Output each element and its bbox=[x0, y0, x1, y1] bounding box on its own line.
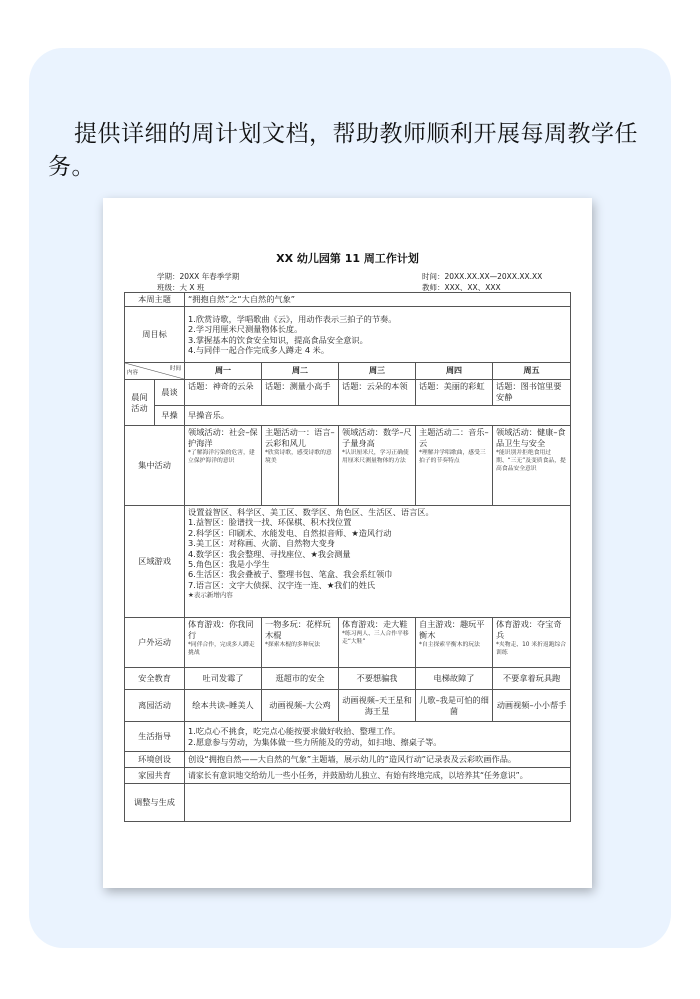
adjust-row bbox=[125, 784, 571, 822]
focus-cell bbox=[185, 426, 262, 506]
focus-activity: 主题活动一：语言–云彩和风儿 bbox=[265, 427, 335, 448]
goal-label: 周目标 bbox=[125, 307, 185, 363]
outdoor-activity: 体育游戏：你我同行 bbox=[188, 619, 254, 640]
env-value: 创设“拥抱自然——大自然的气象”主题墙，展示幼儿的“造风行动”记录表及云彩吹画作品。 bbox=[185, 752, 571, 768]
focus-row bbox=[125, 426, 571, 506]
life-item: 2.愿意参与劳动，为集体做一些力所能及的劳动，如扫地、擦桌子等。 bbox=[188, 736, 442, 747]
leave-label: 离园活动 bbox=[125, 690, 185, 722]
leave-activity: 动画视频–大公鸡 bbox=[262, 690, 339, 722]
safety-row bbox=[125, 668, 571, 690]
chat-topic: 话题：云朵的本领 bbox=[339, 380, 416, 406]
focus-activity: 领域活动：健康–食品卫生与安全 bbox=[496, 427, 566, 448]
outdoor-cell bbox=[262, 618, 339, 668]
focus-note: *能识别并拒绝食用过期、“三无”及变质食品，提高食品安全意识 bbox=[496, 450, 566, 472]
focus-cell bbox=[339, 426, 416, 506]
focus-cell bbox=[416, 426, 493, 506]
area-item: 5.角色区：我是小学生 bbox=[188, 559, 270, 570]
focus-note: *欣赏诗歌，感受诗歌的意境美 bbox=[265, 450, 332, 464]
leave-activity: 动画视频–天王星和海王星 bbox=[339, 690, 416, 722]
outdoor-label: 户外运动 bbox=[125, 618, 185, 668]
outdoor-cell bbox=[339, 618, 416, 668]
outdoor-note: *同伴合作，完成多人蹲走挑战 bbox=[188, 642, 255, 656]
plan-table bbox=[124, 292, 571, 822]
term-text: 学期：20XX 年春季学期 bbox=[157, 272, 240, 281]
goal-item: 2.学习用厘米尺测量物体长度。 bbox=[188, 324, 303, 335]
area-label: 区域游戏 bbox=[125, 506, 185, 618]
safety-topic: 逛超市的安全 bbox=[262, 668, 339, 690]
goal-row bbox=[125, 307, 571, 363]
day-header-row bbox=[125, 363, 571, 380]
chat-topic: 话题：美丽的彩虹 bbox=[416, 380, 493, 406]
theme-value: “拥抱自然”之“大自然的气象” bbox=[185, 293, 571, 307]
day-header: 周三 bbox=[339, 363, 416, 380]
area-item: 3.美工区：对称画、火箭、自然物大变身 bbox=[188, 538, 336, 549]
leave-activity: 绘本共读–睡美人 bbox=[185, 690, 262, 722]
outdoor-note: *夹物走、10 米折返跑综合训练 bbox=[496, 642, 567, 656]
chat-label: 晨谈 bbox=[155, 380, 185, 406]
outdoor-cell bbox=[185, 618, 262, 668]
area-item: 设置益智区、科学区、美工区、数学区、角色区、生活区、语言区。 bbox=[188, 507, 434, 517]
outdoor-cell bbox=[416, 618, 493, 668]
theme-label: 本周主题 bbox=[125, 293, 185, 307]
leave-activity: 动画视频–小小帮手 bbox=[493, 690, 571, 722]
class-text: 班级：大 X 班 bbox=[157, 283, 205, 292]
focus-cell bbox=[262, 426, 339, 506]
area-footnote: ★表示新增内容 bbox=[188, 591, 233, 600]
life-list bbox=[185, 722, 571, 752]
heading-line-2: 务。 bbox=[48, 154, 95, 180]
leave-activity: 儿歌–我是可怕的细菌 bbox=[416, 690, 493, 722]
life-row bbox=[125, 722, 571, 752]
morning-chat-row bbox=[125, 380, 571, 406]
family-value: 请家长有意识地交给幼儿一些小任务，并鼓励幼儿独立、有始有终地完成，以培养其“任务意识”。 bbox=[185, 768, 571, 784]
exercise-label: 早操 bbox=[155, 406, 185, 426]
area-item: 1.益智区：脸谱找一找、环保棋、积木找位置 bbox=[188, 517, 352, 528]
area-item: 2.科学区：印刷术、水能发电、自然拟音师、★造风行动 bbox=[188, 527, 392, 538]
day-header: 周四 bbox=[416, 363, 493, 380]
morning-label: 晨间活动 bbox=[125, 380, 155, 426]
area-item: 6.生活区：我会叠被子、整理书包、笔盒、我会系红领巾 bbox=[188, 569, 393, 580]
document-preview bbox=[103, 198, 592, 888]
day-header: 周五 bbox=[493, 363, 571, 380]
leave-row bbox=[125, 690, 571, 722]
area-item: 7.语言区：文字大侦探、汉字连一连、★我们的姓氏 bbox=[188, 579, 376, 590]
goal-item: 1.欣赏诗歌，学唱歌曲《云》，用动作表示三拍子的节奏。 bbox=[188, 313, 397, 324]
env-row bbox=[125, 752, 571, 768]
outdoor-activity: 体育游戏：走大鞋 bbox=[342, 619, 408, 629]
family-row bbox=[125, 768, 571, 784]
focus-activity: 主题活动二：音乐–云 bbox=[419, 427, 489, 448]
corner-cell bbox=[125, 363, 185, 380]
env-label: 环境创设 bbox=[125, 752, 185, 768]
outdoor-activity: 体育游戏：夺宝奇兵 bbox=[496, 619, 562, 640]
outdoor-activity: 一物多玩：花样玩木棍 bbox=[265, 619, 331, 640]
focus-label: 集中活动 bbox=[125, 426, 185, 506]
goal-item: 3.掌握基本的饮食安全知识，提高食品安全意识。 bbox=[188, 334, 368, 345]
chat-topic: 话题：神奇的云朵 bbox=[185, 380, 262, 406]
morning-exercise-row bbox=[125, 406, 571, 426]
outdoor-note: *练习两人、三人合作平移走“大鞋” bbox=[342, 631, 409, 645]
chat-topic: 话题：测量小高手 bbox=[262, 380, 339, 406]
focus-activity: 领域活动：数学–尺子量身高 bbox=[342, 427, 412, 448]
adjust-value bbox=[185, 784, 571, 822]
corner-time-label: 时间 bbox=[170, 366, 182, 372]
teachers-text: 教师：XXX、XX、XXX bbox=[422, 283, 501, 292]
focus-note: *了解海洋污染的危害，建立保护海洋的意识 bbox=[188, 450, 255, 464]
corner-content-label: 内容 bbox=[127, 370, 139, 376]
focus-note: *认识厘米尺，学习正确使用厘米尺测量物体的方法 bbox=[342, 450, 409, 464]
theme-row bbox=[125, 293, 571, 307]
life-item: 1.吃点心不挑食，吃完点心能按要求做好收拾、整理工作。 bbox=[188, 726, 401, 737]
outdoor-row bbox=[125, 618, 571, 668]
focus-activity: 领域活动：社会–保护海洋 bbox=[188, 427, 258, 448]
focus-cell bbox=[493, 426, 571, 506]
goal-list bbox=[185, 307, 571, 363]
outdoor-note: *探索木棍的多种玩法 bbox=[265, 642, 321, 648]
life-label: 生活指导 bbox=[125, 722, 185, 752]
safety-topic: 不要想骗我 bbox=[339, 668, 416, 690]
safety-topic: 电梯故障了 bbox=[416, 668, 493, 690]
outdoor-cell bbox=[493, 618, 571, 668]
time-text: 时间：20XX.XX.XX—20XX.XX.XX bbox=[422, 272, 543, 281]
exercise-value: 早操音乐。 bbox=[185, 406, 571, 426]
family-label: 家园共育 bbox=[125, 768, 185, 784]
area-list bbox=[185, 506, 571, 618]
safety-topic: 吐司发霉了 bbox=[185, 668, 262, 690]
document-title: XX 幼儿园第 11 周工作计划 bbox=[276, 252, 419, 265]
area-row bbox=[125, 506, 571, 618]
heading-line-1: 提供详细的周计划文档，帮助教师顺利开展每周教学任 bbox=[74, 121, 638, 147]
page-heading bbox=[48, 118, 658, 184]
focus-note: *理解并学唱歌曲，感受三拍子的节奏特点 bbox=[419, 450, 486, 464]
chat-topic: 话题：图书馆里要安静 bbox=[493, 380, 571, 406]
outdoor-note: *自主探索平衡木的玩法 bbox=[419, 642, 480, 648]
goal-item: 4.与同伴一起合作完成多人蹲走 4 米。 bbox=[188, 344, 330, 355]
adjust-label: 调整与生成 bbox=[125, 784, 185, 822]
day-header: 周二 bbox=[262, 363, 339, 380]
area-item: 4.数学区：我会整理、寻找座位、★我会测量 bbox=[188, 548, 351, 559]
safety-topic: 不要拿着玩具跑 bbox=[493, 668, 571, 690]
day-header: 周一 bbox=[185, 363, 262, 380]
outdoor-activity: 自主游戏：趣玩平衡木 bbox=[419, 619, 485, 640]
safety-label: 安全教育 bbox=[125, 668, 185, 690]
